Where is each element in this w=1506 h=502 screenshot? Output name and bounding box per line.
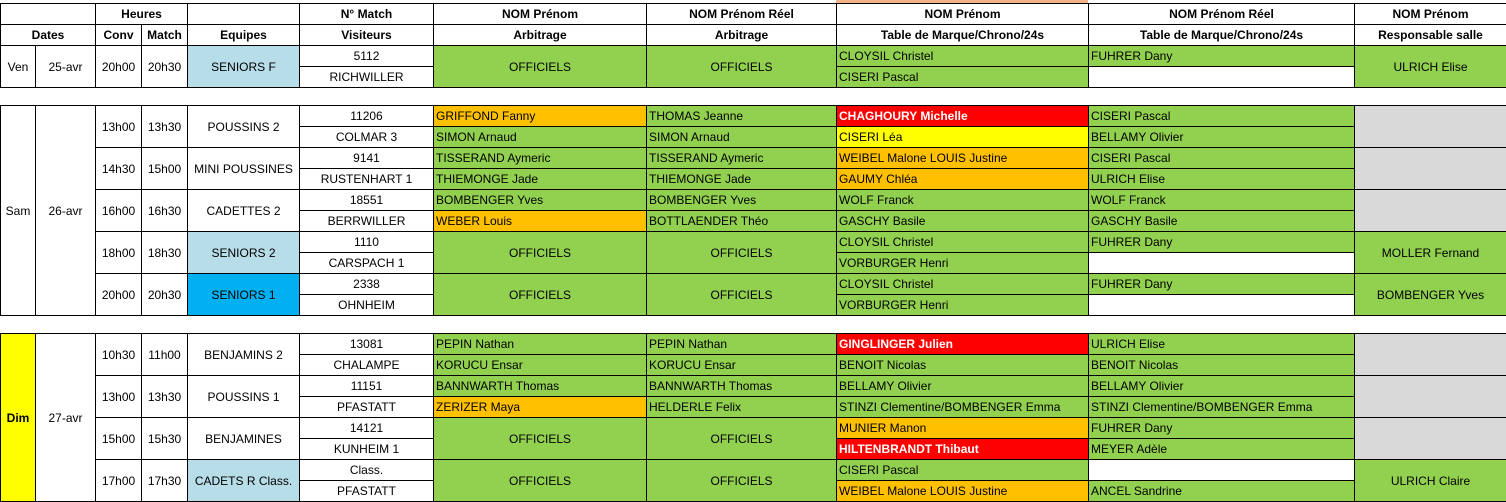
table-reel-cell[interactable]: CISERI Pascal xyxy=(1089,148,1355,169)
visitor-cell[interactable]: OHNHEIM xyxy=(300,295,434,316)
arbitrage-cell[interactable]: OFFICIELS xyxy=(434,232,647,274)
table-cell[interactable]: CISERI Pascal xyxy=(837,460,1089,481)
arbitrage-reel-cell[interactable]: HELDERLE Felix xyxy=(647,397,837,418)
header-dates: Dates xyxy=(1,25,96,46)
arbitrage-cell[interactable]: KORUCU Ensar xyxy=(434,355,647,376)
conv-time[interactable]: 15h00 xyxy=(96,418,142,460)
date-cell[interactable]: 27-avr xyxy=(36,334,96,502)
match-number[interactable]: 11206 xyxy=(300,106,434,127)
spacer-row xyxy=(1,316,1506,334)
table-cell[interactable]: CLOYSIL Christel xyxy=(837,46,1089,67)
table-reel-cell[interactable]: ANCEL Sandrine xyxy=(1089,481,1355,502)
team-cell[interactable]: POUSSINS 1 xyxy=(188,376,300,418)
arbitrage-reel-cell[interactable]: BOMBENGER Yves xyxy=(647,190,837,211)
table-reel-cell[interactable]: MEYER Adèle xyxy=(1089,439,1355,460)
match-row xyxy=(1,46,1506,67)
match-time[interactable]: 13h30 xyxy=(142,106,188,148)
match-row xyxy=(1,418,1506,439)
arbitrage-cell[interactable]: WEBER Louis xyxy=(434,211,647,232)
responsable-cell[interactable] xyxy=(1355,190,1506,232)
table-reel-cell[interactable]: GASCHY Basile xyxy=(1089,211,1355,232)
conv-time[interactable]: 14h30 xyxy=(96,148,142,190)
header-conv: Conv xyxy=(96,25,142,46)
match-time[interactable]: 17h30 xyxy=(142,460,188,502)
table-cell[interactable]: CLOYSIL Christel xyxy=(837,274,1089,295)
match-number[interactable]: 9141 xyxy=(300,148,434,169)
visitor-cell[interactable]: COLMAR 3 xyxy=(300,127,434,148)
table-reel-cell[interactable]: ULRICH Elise xyxy=(1089,334,1355,355)
match-number[interactable]: 5112 xyxy=(300,46,434,67)
visitor-cell[interactable]: RUSTENHART 1 xyxy=(300,169,434,190)
day-label[interactable]: Ven xyxy=(1,46,36,88)
responsable-cell[interactable] xyxy=(1355,376,1506,418)
header-heures: Heures xyxy=(96,4,188,25)
team-cell[interactable]: CADETTES 2 xyxy=(188,190,300,232)
match-time[interactable]: 18h30 xyxy=(142,232,188,274)
match-number[interactable]: 11151 xyxy=(300,376,434,397)
responsable-cell[interactable] xyxy=(1355,148,1506,190)
table-cell[interactable]: WOLF Franck xyxy=(837,190,1089,211)
header-table-marque-reel: Table de Marque/Chrono/24s xyxy=(1089,25,1355,46)
team-cell[interactable]: SENIORS F xyxy=(188,46,300,88)
arbitrage-reel-cell[interactable]: THIEMONGE Jade xyxy=(647,169,837,190)
table-cell[interactable]: GINGLINGER Julien xyxy=(837,334,1089,355)
arbitrage-reel-cell[interactable]: OFFICIELS xyxy=(647,418,837,460)
responsable-cell[interactable] xyxy=(1355,418,1506,460)
table-reel-cell[interactable]: BELLAMY Olivier xyxy=(1089,127,1355,148)
table-reel-cell[interactable]: FUHRER Dany xyxy=(1089,232,1355,253)
table-reel-cell[interactable]: BELLAMY Olivier xyxy=(1089,376,1355,397)
conv-time[interactable]: 20h00 xyxy=(96,46,142,88)
responsable-cell[interactable] xyxy=(1355,334,1506,376)
match-number[interactable]: 2338 xyxy=(300,274,434,295)
table-reel-cell[interactable]: WOLF Franck xyxy=(1089,190,1355,211)
team-cell[interactable]: SENIORS 1 xyxy=(188,274,300,316)
header-num-match: N° Match xyxy=(300,4,434,25)
header-blank xyxy=(1,4,96,25)
match-number[interactable]: Class. xyxy=(300,460,434,481)
header-row-1 xyxy=(1,4,1506,25)
header-table-marque: Table de Marque/Chrono/24s xyxy=(837,25,1089,46)
table-reel-cell[interactable]: FUHRER Dany xyxy=(1089,46,1355,67)
arbitrage-cell[interactable]: THIEMONGE Jade xyxy=(434,169,647,190)
table-reel-cell[interactable]: ULRICH Elise xyxy=(1089,169,1355,190)
table-cell[interactable]: VORBURGER Henri xyxy=(837,253,1089,274)
conv-time[interactable]: 10h30 xyxy=(96,334,142,376)
arbitrage-reel-cell[interactable]: OFFICIELS xyxy=(647,46,837,88)
table-cell[interactable]: HILTENBRANDT Thibaut xyxy=(837,439,1089,460)
match-row xyxy=(1,376,1506,397)
arbitrage-cell[interactable]: OFFICIELS xyxy=(434,46,647,88)
table-reel-cell[interactable] xyxy=(1089,295,1355,316)
header-nom-prenom-reel-arb: NOM Prénom Réel xyxy=(647,4,837,25)
arbitrage-cell[interactable]: PEPIN Nathan xyxy=(434,334,647,355)
team-cell[interactable]: CADETS R Class. xyxy=(188,460,300,502)
arbitrage-reel-cell[interactable]: BOTTLAENDER Théo xyxy=(647,211,837,232)
header-equipes: Equipes xyxy=(188,25,300,46)
responsable-cell[interactable]: MOLLER Fernand xyxy=(1355,232,1506,274)
table-reel-cell[interactable] xyxy=(1089,253,1355,274)
table-reel-cell[interactable]: CISERI Pascal xyxy=(1089,106,1355,127)
arbitrage-cell[interactable]: OFFICIELS xyxy=(434,274,647,316)
schedule-table xyxy=(0,3,1506,502)
responsable-cell[interactable]: ULRICH Claire xyxy=(1355,460,1506,502)
arbitrage-cell[interactable]: BOMBENGER Yves xyxy=(434,190,647,211)
team-cell[interactable]: POUSSINS 2 xyxy=(188,106,300,148)
table-cell[interactable]: BELLAMY Olivier xyxy=(837,376,1089,397)
match-number[interactable]: 18551 xyxy=(300,190,434,211)
table-cell[interactable]: WEIBEL Malone LOUIS Justine xyxy=(837,481,1089,502)
match-time[interactable]: 20h30 xyxy=(142,46,188,88)
arbitrage-cell[interactable]: ZERIZER Maya xyxy=(434,397,647,418)
header-nom-prenom-resp: NOM Prénom xyxy=(1355,4,1506,25)
arbitrage-reel-cell[interactable]: PEPIN Nathan xyxy=(647,334,837,355)
table-reel-cell[interactable]: FUHRER Dany xyxy=(1089,418,1355,439)
match-time[interactable]: 11h00 xyxy=(142,334,188,376)
visitor-cell[interactable]: PFASTATT xyxy=(300,397,434,418)
table-reel-cell[interactable]: BENOIT Nicolas xyxy=(1089,355,1355,376)
arbitrage-cell[interactable]: BANNWARTH Thomas xyxy=(434,376,647,397)
conv-time[interactable]: 18h00 xyxy=(96,232,142,274)
table-cell[interactable]: STINZI Clementine/BOMBENGER Emma xyxy=(837,397,1089,418)
match-time[interactable]: 15h00 xyxy=(142,148,188,190)
visitor-cell[interactable]: KUNHEIM 1 xyxy=(300,439,434,460)
header-arbitrage: Arbitrage xyxy=(434,25,647,46)
header-responsable-salle: Responsable salle xyxy=(1355,25,1506,46)
arbitrage-cell[interactable]: OFFICIELS xyxy=(434,418,647,460)
header-arbitrage-reel: Arbitrage xyxy=(647,25,837,46)
match-row xyxy=(1,232,1506,253)
conv-time[interactable]: 20h00 xyxy=(96,274,142,316)
header-blank-2 xyxy=(188,4,300,25)
table-cell[interactable]: CLOYSIL Christel xyxy=(837,232,1089,253)
visitor-cell[interactable]: RICHWILLER xyxy=(300,67,434,88)
table-cell[interactable]: VORBURGER Henri xyxy=(837,295,1089,316)
table-cell[interactable]: CHAGHOURY Michelle xyxy=(837,106,1089,127)
team-cell[interactable]: BENJAMINS 2 xyxy=(188,334,300,376)
date-cell[interactable]: 25-avr xyxy=(36,46,96,88)
visitor-cell[interactable]: PFASTATT xyxy=(300,481,434,502)
team-cell[interactable]: BENJAMINES xyxy=(188,418,300,460)
header-nom-prenom-arb: NOM Prénom xyxy=(434,4,647,25)
match-time[interactable]: 15h30 xyxy=(142,418,188,460)
header-visiteurs: Visiteurs xyxy=(300,25,434,46)
visitor-cell[interactable]: BERRWILLER xyxy=(300,211,434,232)
spacer-row xyxy=(1,88,1506,106)
match-time[interactable]: 13h30 xyxy=(142,376,188,418)
conv-time[interactable]: 17h00 xyxy=(96,460,142,502)
match-number[interactable]: 1110 xyxy=(300,232,434,253)
match-time[interactable]: 20h30 xyxy=(142,274,188,316)
date-cell[interactable]: 26-avr xyxy=(36,106,96,316)
conv-time[interactable]: 13h00 xyxy=(96,106,142,148)
table-cell[interactable]: CISERI Pascal xyxy=(837,67,1089,88)
header-nom-prenom-reel-table: NOM Prénom Réel xyxy=(1089,4,1355,25)
arbitrage-cell[interactable]: TISSERAND Aymeric xyxy=(434,148,647,169)
conv-time[interactable]: 16h00 xyxy=(96,190,142,232)
table-reel-cell[interactable] xyxy=(1089,460,1355,481)
match-row xyxy=(1,334,1506,355)
visitor-cell[interactable]: CARSPACH 1 xyxy=(300,253,434,274)
match-row xyxy=(1,148,1506,169)
match-row xyxy=(1,106,1506,127)
team-cell[interactable]: MINI POUSSINES xyxy=(188,148,300,190)
arbitrage-cell[interactable]: GRIFFOND Fanny xyxy=(434,106,647,127)
arbitrage-cell[interactable]: OFFICIELS xyxy=(434,460,647,502)
header-row-2 xyxy=(1,25,1506,46)
table-cell[interactable]: WEIBEL Malone LOUIS Justine xyxy=(837,148,1089,169)
header-match: Match xyxy=(142,25,188,46)
header-nom-prenom-table: NOM Prénom xyxy=(837,4,1089,25)
match-row xyxy=(1,274,1506,295)
table-cell[interactable]: BENOIT Nicolas xyxy=(837,355,1089,376)
day-label[interactable]: Sam xyxy=(1,106,36,316)
table-cell[interactable]: CISERI Léa xyxy=(837,127,1089,148)
table-reel-cell[interactable]: FUHRER Dany xyxy=(1089,274,1355,295)
match-row xyxy=(1,460,1506,481)
visitor-cell[interactable]: CHALAMPE xyxy=(300,355,434,376)
conv-time[interactable]: 13h00 xyxy=(96,376,142,418)
table-reel-cell[interactable]: STINZI Clementine/BOMBENGER Emma xyxy=(1089,397,1355,418)
match-time[interactable]: 16h30 xyxy=(142,190,188,232)
team-cell[interactable]: SENIORS 2 xyxy=(188,232,300,274)
responsable-cell[interactable] xyxy=(1355,106,1506,148)
arbitrage-reel-cell[interactable]: BANNWARTH Thomas xyxy=(647,376,837,397)
table-cell[interactable]: MUNIER Manon xyxy=(837,418,1089,439)
match-number[interactable]: 14121 xyxy=(300,418,434,439)
arbitrage-reel-cell[interactable]: TISSERAND Aymeric xyxy=(647,148,837,169)
responsable-cell[interactable]: ULRICH Elise xyxy=(1355,46,1506,88)
table-cell[interactable]: GAUMY Chléa xyxy=(837,169,1089,190)
arbitrage-reel-cell[interactable]: KORUCU Ensar xyxy=(647,355,837,376)
arbitrage-cell[interactable]: SIMON Arnaud xyxy=(434,127,647,148)
arbitrage-reel-cell[interactable]: OFFICIELS xyxy=(647,460,837,502)
arbitrage-reel-cell[interactable]: OFFICIELS xyxy=(647,232,837,274)
table-reel-cell[interactable] xyxy=(1089,67,1355,88)
table-cell[interactable]: GASCHY Basile xyxy=(837,211,1089,232)
arbitrage-reel-cell[interactable]: OFFICIELS xyxy=(647,274,837,316)
responsable-cell[interactable]: BOMBENGER Yves xyxy=(1355,274,1506,316)
arbitrage-reel-cell[interactable]: SIMON Arnaud xyxy=(647,127,837,148)
match-row xyxy=(1,190,1506,211)
arbitrage-reel-cell[interactable]: THOMAS Jeanne xyxy=(647,106,837,127)
day-label[interactable]: Dim xyxy=(1,334,36,502)
match-number[interactable]: 13081 xyxy=(300,334,434,355)
